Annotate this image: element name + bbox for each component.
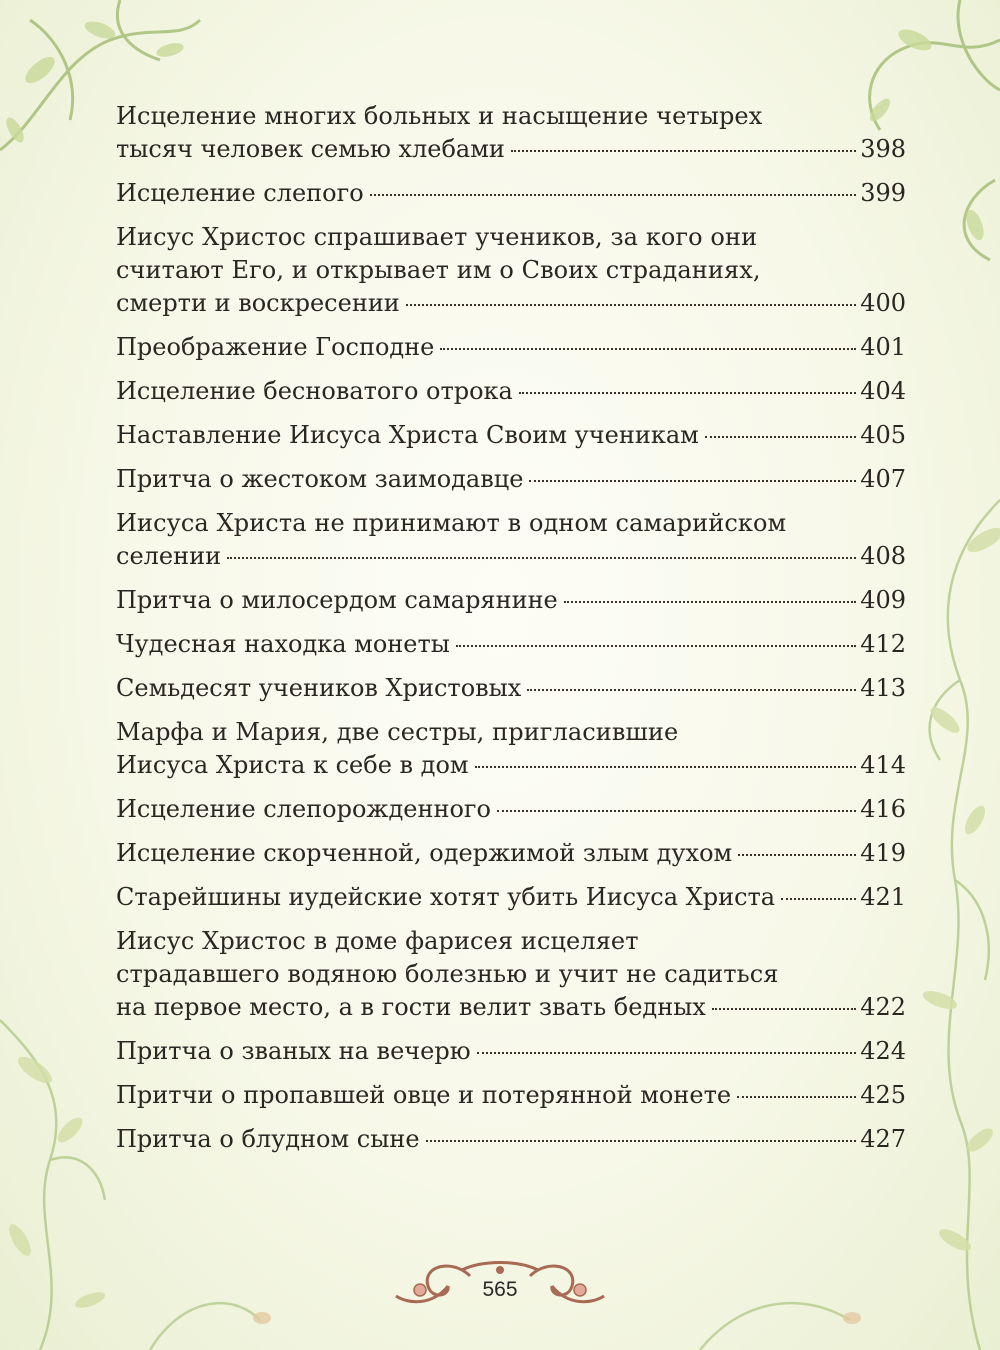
dot-leader <box>475 766 857 768</box>
toc-entry-title-line: Иисуса Христа не принимают в одном самарийском <box>116 509 787 537</box>
dot-leader <box>738 854 856 856</box>
leaf-icon <box>921 523 1000 1255</box>
toc-entry[interactable] <box>116 672 906 705</box>
toc-entry-leader-row <box>116 287 906 320</box>
toc-entry[interactable] <box>116 881 906 914</box>
vine-ornament-left <box>0 1020 105 1350</box>
toc-entry-leader-row <box>116 1035 906 1068</box>
toc-entry[interactable] <box>116 507 906 573</box>
toc-entry-title-line: Исцеление слепорожденного <box>116 795 491 823</box>
dot-leader <box>527 689 856 691</box>
toc-entry-title-line: Исцеление слепого <box>116 179 364 207</box>
toc-entry-leader-row <box>116 375 906 408</box>
toc-entry-title-line: считают Его, и открывает им о Своих страданиях, <box>116 256 761 284</box>
toc-entry[interactable] <box>116 1123 906 1156</box>
toc-entry-title-line: Притчи о пропавшей овце и потерянной монете <box>116 1081 732 1109</box>
toc-entry-title-line: на первое место, а в гости велит звать бедных <box>116 993 706 1021</box>
toc-entry-title-line: Притча о блудном сыне <box>116 1125 420 1153</box>
toc-entry-title-line: Иисус Христос спрашивает учеников, за кого они <box>116 223 758 251</box>
toc-entry-title-line: Старейшины иудейские хотят убить Иисуса Христа <box>116 883 776 911</box>
leaf-icon <box>5 1052 107 1311</box>
toc-entry-title-line: тысяч человек семью хлебами <box>116 135 505 163</box>
toc-entry-page-number: 427 <box>860 1125 906 1153</box>
vine-ornament-right <box>930 500 1000 1350</box>
toc-entry-leader-row <box>116 749 906 782</box>
dot-leader <box>477 1052 857 1054</box>
toc-entry-title-line: Преображение Господне <box>116 333 435 361</box>
toc-entry-title-line: Иисус Христос в доме фарисея исцеляет <box>116 927 639 955</box>
toc-entry[interactable] <box>116 177 906 210</box>
dot-leader <box>705 436 856 438</box>
toc-entry[interactable] <box>116 375 906 408</box>
dot-leader <box>426 1140 857 1142</box>
toc-entry-page-number: 425 <box>860 1081 906 1109</box>
toc-entry-title-line: Исцеление многих больных и насыщение четырех <box>116 102 763 130</box>
toc-entry-page-number: 400 <box>860 289 906 317</box>
toc-entry-page-number: 408 <box>860 542 906 570</box>
toc-entry-leader-row <box>116 991 906 1024</box>
toc-entry-page-number: 407 <box>860 465 906 493</box>
toc-entry-title-line: Притча о милосердом самарянине <box>116 586 558 614</box>
dot-leader <box>511 150 856 152</box>
toc-entry-page-number: 414 <box>860 751 906 779</box>
toc-entry-title-line: Притча о званых на вечерю <box>116 1037 471 1065</box>
toc-entry[interactable] <box>116 221 906 320</box>
dot-leader <box>406 304 856 306</box>
toc-entry-title-line: Исцеление бесноватого отрока <box>116 377 513 405</box>
toc-entry-leader-row <box>116 419 906 452</box>
toc-entry-title-line: Исцеление скорченной, одержимой злым духом <box>116 839 733 867</box>
toc-entry-page-number: 399 <box>860 179 906 207</box>
toc-entry-leader-row <box>116 1079 906 1112</box>
toc-entry-page-number: 421 <box>860 883 906 911</box>
toc-entry-leader-row <box>116 540 906 573</box>
toc-entry-leader-row <box>116 463 906 496</box>
page-number: 565 <box>482 1278 518 1301</box>
toc-entry-title-line: Марфа и Мария, две сестры, пригласившие <box>116 718 679 746</box>
toc-entry[interactable] <box>116 1079 906 1112</box>
toc-entry-page-number: 416 <box>860 795 906 823</box>
toc-entry-leader-row <box>116 672 906 705</box>
dot-leader <box>564 601 856 603</box>
toc-entry[interactable] <box>116 793 906 826</box>
toc-entry-leader-row <box>116 1123 906 1156</box>
toc-entry-title-line: селении <box>116 542 222 570</box>
page-number-ornament <box>392 1256 608 1330</box>
toc-entry-page-number: 412 <box>860 630 906 658</box>
toc-entry[interactable] <box>116 716 906 782</box>
toc-entry-page-number: 404 <box>860 377 906 405</box>
table-of-contents <box>116 100 906 1167</box>
toc-entry-leader-row <box>116 133 906 166</box>
dot-leader <box>370 194 857 196</box>
dot-leader <box>781 898 856 900</box>
toc-entry[interactable] <box>116 419 906 452</box>
toc-entry-title-line: смерти и воскресении <box>116 289 400 317</box>
toc-entry-page-number: 413 <box>860 674 906 702</box>
dot-leader <box>456 645 856 647</box>
dot-leader <box>227 557 856 559</box>
toc-entry[interactable] <box>116 837 906 870</box>
toc-entry-leader-row <box>116 331 906 364</box>
toc-entry-title-line: Чудесная находка монеты <box>116 630 450 658</box>
toc-entry[interactable] <box>116 628 906 661</box>
toc-entry-leader-row <box>116 881 906 914</box>
toc-entry-title-line: Наставление Иисуса Христа Своим ученикам <box>116 421 699 449</box>
toc-entry-page-number: 401 <box>860 333 906 361</box>
toc-entry[interactable] <box>116 584 906 617</box>
dot-leader <box>440 348 856 350</box>
toc-entry-page-number: 424 <box>860 1037 906 1065</box>
toc-entry[interactable] <box>116 463 906 496</box>
toc-entry[interactable] <box>116 925 906 1024</box>
dot-leader <box>737 1096 856 1098</box>
toc-entry[interactable] <box>116 100 906 166</box>
toc-entry-leader-row <box>116 177 906 210</box>
toc-entry-leader-row <box>116 628 906 661</box>
toc-entry-title-line: Притча о жестоком заимодавце <box>116 465 524 493</box>
dot-leader <box>529 480 856 482</box>
toc-entry-page-number: 398 <box>860 135 906 163</box>
toc-entry-title-line: Семьдесят учеников Христовых <box>116 674 522 702</box>
toc-entry-leader-row <box>116 584 906 617</box>
toc-entry-leader-row <box>116 837 906 870</box>
dot-leader <box>712 1008 856 1010</box>
dot-leader <box>497 810 856 812</box>
dot-leader <box>519 392 856 394</box>
toc-entry-page-number: 422 <box>860 993 906 1021</box>
toc-entry[interactable] <box>116 331 906 364</box>
toc-entry-page-number: 405 <box>860 421 906 449</box>
toc-entry-title-line: страдавшего водяною болезнью и учит не садиться <box>116 960 779 988</box>
toc-entry[interactable] <box>116 1035 906 1068</box>
toc-entry-leader-row <box>116 793 906 826</box>
toc-entry-title-line: Иисуса Христа к себе в дом <box>116 751 469 779</box>
toc-entry-page-number: 409 <box>860 586 906 614</box>
toc-entry-page-number: 419 <box>860 839 906 867</box>
